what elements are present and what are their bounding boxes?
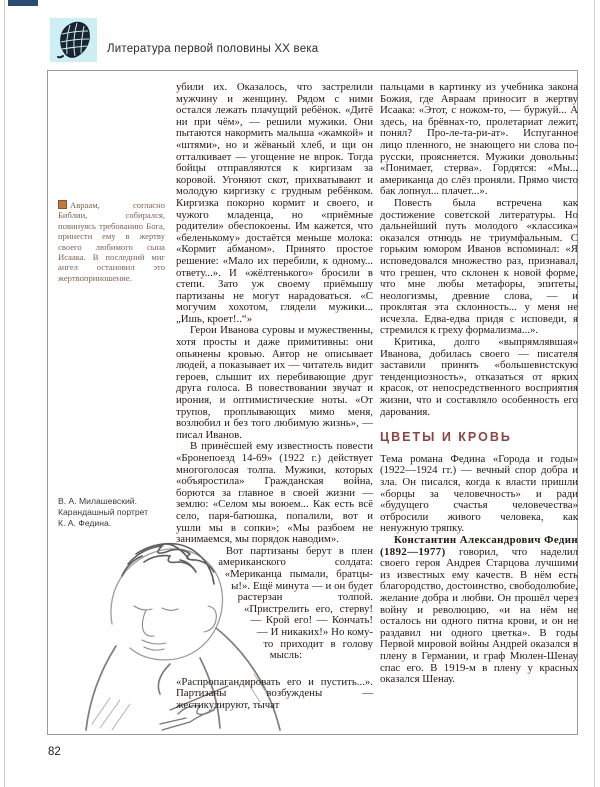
paragraph: Критика, долго «выпрямлявшая» Иванова, добилась своего — писателя заставили принять «большевистскую тенденциозность», отказаться от ярких красок, от непосредственного восприятия жизни, что и составляло особенность его дарования. [380, 336, 578, 418]
paragraph: убили их. Оказалось, что застрелили мужчину и женщину. Рядом с ними остался лежать плачущий ребёнок. «Дитё ни при чём», — решили мужики. Они пытаются накормить малыша «жамкой» и «штями», но и жёваный хлеб, и щи он отталкивает — угощение не впрок. Тогда бойцы отправляются к киргизам за коровой. Угоняют скот, прихватывают и молодую киргизку с грудным ребёнком. Киргизка покорно кормит и своего, и чужого младенца, но «приёмные родители» обеспокоены. Им кажется, что «беленькому» достаётся меньше молока: «Кормит абманом». Принято простое решение: «Мало их перебили, к одному... ответу...». И «жёлтенького» бросили в степи. Зато уж своему приёмышу партизаны не могут нарадоваться. «С могучим хохотом, глядели мужики... „Ишь, кроет!..“» [176, 82, 373, 325]
paragraph: Тема романа Федина «Города и годы» (1922—1924 гг.) — вечный спор добра и зла. Он писался, когда к власти пришли «борцы за человечность» и ради «будущего счастья человечества» отбросили живого человека, как ненужную тряпку. [380, 452, 578, 535]
portrait-caption [58, 496, 178, 529]
paragraph: пальцами в картинку из учебника закона Божия, где Авраам приносит в жертву Исаака: «Этот, с ножом-то, — буржуй... А здесь, на брёвнах-то, пролетариат лежит, понял? Про-ле-та-ри-ат». Испуганное лицо пленного, не знающего ни слова по-русски, проясняется. Мужики довольны: «Понимает, стерва». Гордятся: «Мы... американца до слёз проняли. Прямо чисто бак лопнул... плачет...». [380, 82, 578, 198]
page-title: Литература первой половины XX века [107, 43, 319, 55]
page-edge-left [4, 0, 5, 787]
page-number: 82 [48, 746, 61, 758]
paragraph: В принёсшей ему известность повести «Бронепоезд 14-69» (1922 г.) действует многоголосая толпа. Мужики, которых «объяростила» Гражданская война, борются за главное в своей жизни — землю: «Селом мы воюем... Как есть всё село, паря-батюшка, попалили, вот и ушли мы в сопки»; «Мы разбоем не занимаемся, мы порядок наводим». [176, 440, 373, 546]
caption-line: К. А. Федина. [58, 518, 112, 528]
paragraph: Повесть была встречена как достижение советской литературы. Но дальнейший путь молодого «классика» оказался отнюдь не триумфальным. С горьким юмором Иванов вспоминал: «Я исповедовался множество раз, признавал, что грешен, что склонен к новой форме, что мне любы метафоры, эпитеты, неологизмы, древние слова, — и проклятая эта склонность... у меня не исчезла. Едва-едва придя с исповеди, я стремился к греху формализма...». [380, 196, 578, 337]
sidebar-note [58, 200, 165, 283]
fedin-name: Константин Александрович Федин (1892—1977) [380, 533, 578, 558]
section-heading: ЦВЕТЫ И КРОВЬ [380, 430, 512, 445]
paragraph: Вот партизаны берут в плен американского солдата: «Мериканца пымали, братцы-ы!». Ещё минута — и он будет растерзан толпой. «Пристрелить его, стерву! — Крой его! — Кончать! — И никаких!» Но кому-то приходит в голову мысль: «Распропагандировать его и пустить...». Партизаны возбуждены — жестикулируют, тычат [176, 544, 373, 711]
paragraph-fedin [380, 535, 578, 686]
fedin-text: говорил, что наделил своего героя Андрея Старцова лучшими из известных ему качеств. В нём есть благородство, достоинство, свободолюбие, желание добра и любви. Он прошёл через войну и революцию, «и на нём не осталось ни одного пятна крови, и он не раздавил ни одного цветка». В годы Первой мировой войны Андрей оказался в плену в Германии, и граф Мюлен-Шенау спас его. В 1919-м в плену у красных оказался Шенау. [380, 545, 578, 686]
middle-column [176, 82, 373, 732]
right-column [380, 82, 578, 732]
caption-line: Карандашный портрет [58, 507, 149, 517]
header [0, 0, 600, 70]
sidebar-note-text: Авраам, согласно Библии, собирался, повинуясь требованию Бога, принести ему в жертву своего любимого сына Исаака. В последний миг ангел остановил это жертвоприношение. [58, 200, 165, 283]
caption-line: В. А. Милашевский. [58, 496, 137, 506]
paragraph: Герои Иванова суровы и мужественны, хотя просты и даже примитивны: они опьянены кровью. Автор не описывает людей, а показывает их — читатель видит героев, слышит их перебивающие друг друга голоса. В повествовании звучат и ирония, и оптимистические ноты. «От трупов, проплывающих мимо меня, возлюбил и без того любимую жизнь», — писал Иванов. [176, 324, 373, 441]
book-icon [50, 18, 97, 62]
note-bullet-icon [58, 200, 67, 209]
page-edge-right [594, 0, 595, 787]
